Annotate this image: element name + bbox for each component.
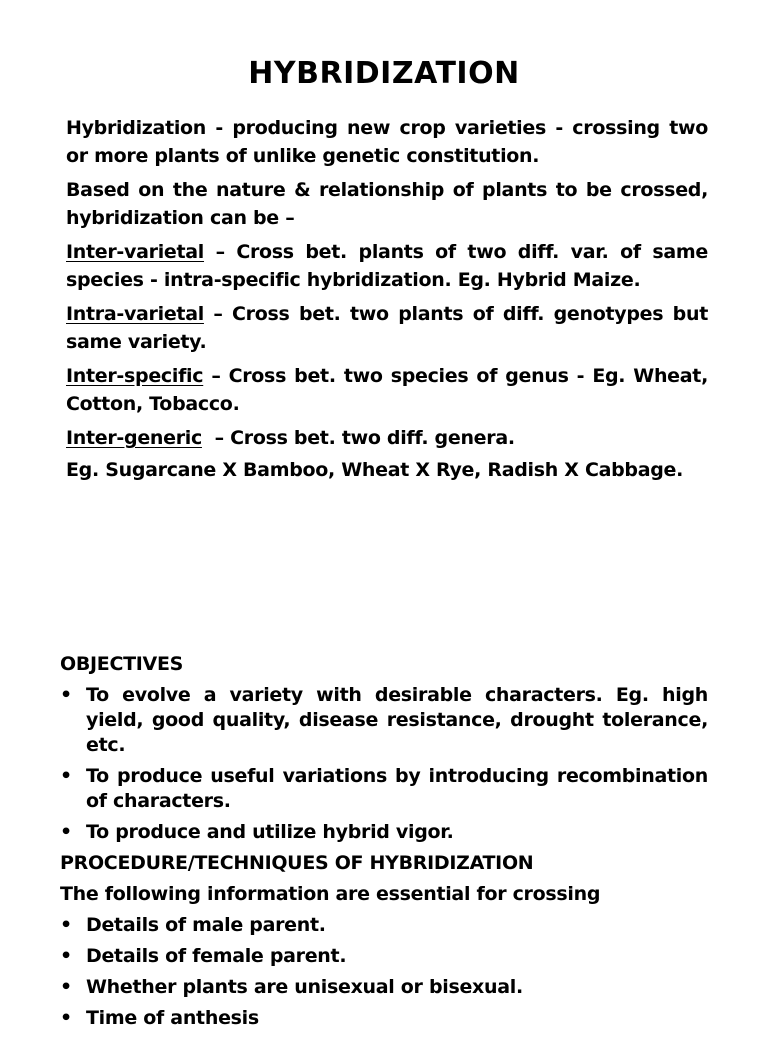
type-inter-varietal [66, 238, 708, 294]
term-inter-specific: Inter-specific [66, 365, 204, 387]
desc-inter-specific: – Cross bet. two species of genus - Eg. Wheat, Cotton, Tobacco. [66, 365, 708, 415]
bullet-icon: • [60, 976, 72, 998]
bullet-icon: • [60, 1007, 72, 1029]
list-item [60, 683, 708, 758]
objectives-list [60, 683, 708, 845]
objective-text: To evolve a variety with desirable characters. Eg. high yield, good quality, disease resistance, drought tolerance, etc. [86, 684, 708, 756]
type-inter-generic [66, 424, 708, 452]
example-line: Eg. Sugarcane X Bamboo, Wheat X Rye, Radish X Cabbage. [66, 459, 684, 481]
list-item [60, 1006, 708, 1031]
procedure-text: Details of male parent. [86, 914, 326, 936]
objectives-heading: OBJECTIVES [60, 653, 184, 675]
list-item [60, 820, 708, 845]
term-inter-varietal: Inter-varietal [66, 241, 205, 263]
desc-intra-varietal: – Cross bet. two plants of diff. genotypes but same variety. [66, 303, 708, 353]
slide-objectives [0, 640, 768, 1029]
list-item [60, 764, 708, 814]
bullet-icon: • [60, 765, 72, 787]
desc-inter-varietal: – Cross bet. plants of two diff. var. of same species - intra-specific hybridization. Eg. Hybrid Maize. [66, 241, 708, 291]
list-item [60, 913, 708, 938]
bullet-icon: • [60, 945, 72, 967]
list-item [60, 944, 708, 969]
procedure-text: Details of female parent. [86, 945, 347, 967]
slide-body [60, 652, 708, 1037]
type-intra-varietal [66, 300, 708, 356]
term-inter-generic: Inter-generic [66, 427, 202, 449]
term-intra-varietal: Intra-varietal [66, 303, 204, 325]
intro-paragraph: Hybridization - producing new crop varieties - crossing two or more plants of unlike genetic constitution. [66, 117, 708, 167]
list-item [60, 975, 708, 1000]
bullet-icon: • [60, 914, 72, 936]
basis-paragraph: Based on the nature & relationship of plants to be crossed, hybridization can be – [66, 179, 708, 229]
slide-title: HYBRIDIZATION [248, 56, 520, 91]
objective-text: To produce and utilize hybrid vigor. [86, 821, 454, 843]
procedure-heading: PROCEDURE/TECHNIQUES OF HYBRIDIZATION [60, 852, 534, 874]
slide-body [66, 114, 708, 484]
desc-inter-generic: – Cross bet. two diff. genera. [201, 427, 515, 449]
type-inter-specific [66, 362, 708, 418]
procedure-list [60, 913, 708, 1031]
bullet-icon: • [60, 821, 72, 843]
procedure-text: Time of anthesis [86, 1007, 259, 1029]
bullet-icon: • [60, 684, 72, 706]
objective-text: To produce useful variations by introducing recombination of characters. [86, 765, 708, 812]
procedure-text: Whether plants are unisexual or bisexual. [86, 976, 523, 998]
procedure-intro: The following information are essential for crossing [60, 883, 601, 905]
